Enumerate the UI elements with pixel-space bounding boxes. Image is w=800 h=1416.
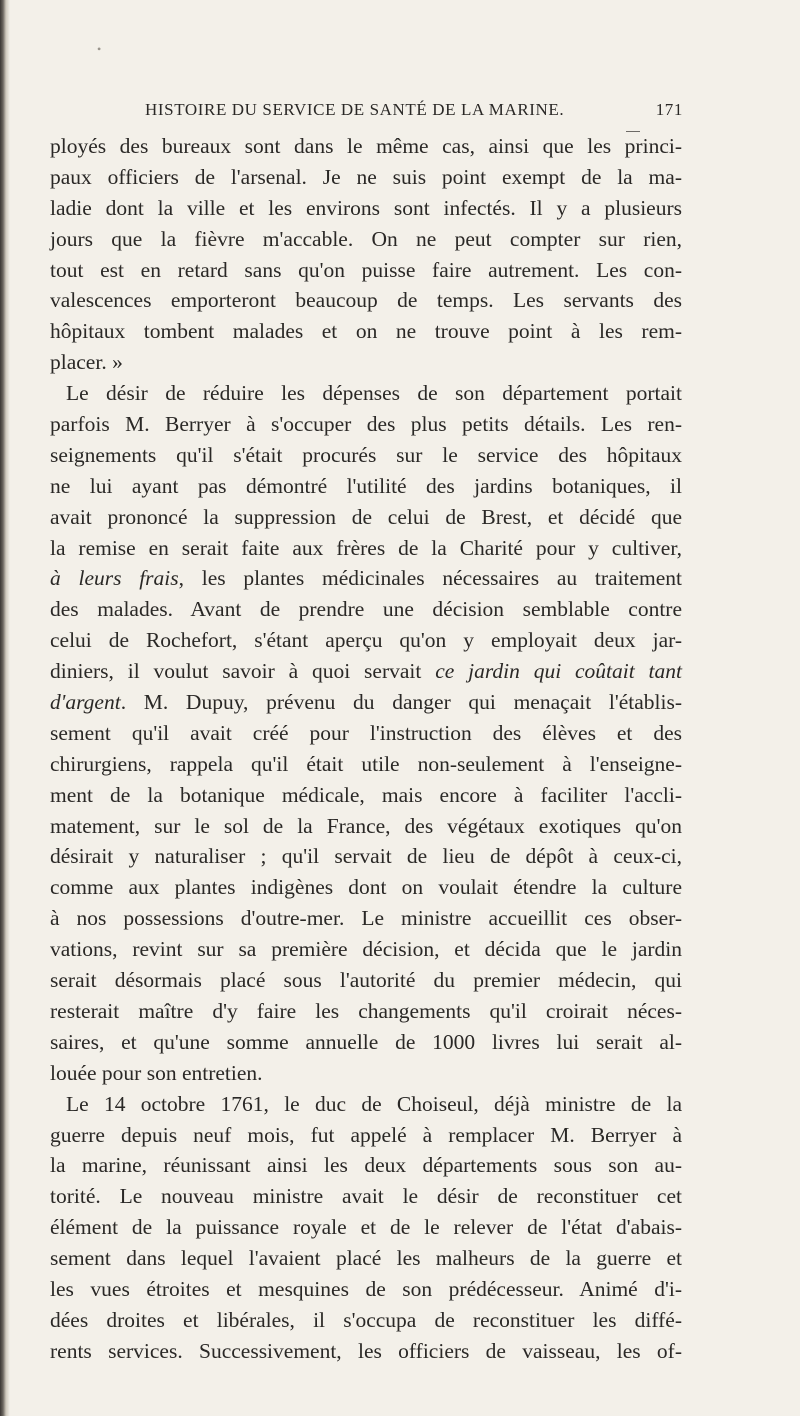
text-line: avait prononcé la suppression de celui de Brest, et décidé que [50,504,682,529]
text-line-with-italic [50,563,682,594]
text-span: , les plantes médicinales nécessaires au traitement [178,566,682,591]
text-line: ladie dont la ville et les environs sont infectés. Il y a plusieurs [50,195,682,220]
paragraph-start-line: Le désir de réduire les dépenses de son département portait [66,381,682,406]
text-line: paux officiers de l'arsenal. Je ne suis point exempt de la ma- [50,164,682,189]
text-line: hôpitaux tombent malades et on ne trouve point à les rem- [50,319,682,344]
text-line: à nos possessions d'outre-mer. Le ministre accueillit ces obser- [50,906,682,931]
text-line: sement qu'il avait créé pour l'instruction des élèves et des [50,720,682,745]
text-span: . M. Dupuy, prévenu du danger qui menaçait l'établis- [120,690,682,715]
text-line: ne lui ayant pas démontré l'utilité des jardins botaniques, il [50,473,682,498]
text-line: rents services. Successivement, les officiers de vaisseau, les of- [50,1338,682,1363]
text-line: louée pour son entretien. [50,1060,263,1085]
text-line: vations, revint sur sa première décision, et décida que le jardin [50,937,682,962]
text-line: seignements qu'il s'était procurés sur le service des hôpitaux [50,442,682,467]
text-line: des malades. Avant de prendre une décision semblable contre [50,597,682,622]
text-line: élément de la puissance royale et de le relever de l'état d'abais- [50,1215,682,1240]
text-line: sement dans lequel l'avaient placé les malheurs de la guerre et [50,1246,682,1271]
text-line: matement, sur le sol de la France, des végétaux exotiques qu'on [50,813,682,838]
text-line: ployés des bureaux sont dans le même cas, ainsi que les princi- [50,134,682,158]
text-line: la marine, réunissant ainsi les deux départements sous son au- [50,1153,682,1178]
body-text [50,131,682,1367]
text-line: celui de Rochefort, s'étant aperçu qu'on y employait deux jar- [50,628,682,653]
running-title: HISTOIRE DU SERVICE DE SANTÉ DE LA MARINE. [145,100,565,119]
text-line: saires, et qu'une somme annuelle de 1000 livres lui serait al- [50,1029,682,1054]
page-binding-edge [0,0,10,1416]
italic-text: d'argent [50,690,121,715]
text-line: guerre depuis neuf mois, fut appelé à remplacer M. Berryer à [50,1122,682,1147]
text-line: serait désormais placé sous l'autorité du premier médecin, qui [50,968,682,993]
text-line: désirait y naturaliser ; qu'il servait de lieu de dépôt à ceux-ci, [50,844,682,869]
text-line: valescences emporteront beaucoup de temps. Les servants des [50,288,682,313]
text-line: ment de la botanique médicale, mais encore à faciliter l'accli- [50,782,682,807]
text-line: resterait maître d'y faire les changements qu'il croirait néces- [50,998,682,1023]
text-line: tout est en retard sans qu'on puisse faire autrement. Les con- [50,257,682,282]
text-line: torité. Le nouveau ministre avait le désir de reconstituer cet [50,1184,682,1209]
text-line: les vues étroites et mesquines de son prédécesseur. Animé d'i- [50,1276,682,1301]
running-header [145,100,683,124]
italic-text: ce jardin qui coûtait tant [435,659,682,684]
text-line: parfois M. Berryer à s'occuper des plus petits détails. Les ren- [50,412,682,437]
text-line-with-italic [50,656,682,687]
text-line: la remise en serait faite aux frères de la Charité pour y cultiver, [50,535,682,560]
stray-ink-mark: • [97,42,102,56]
text-line-with-italic [50,687,682,718]
text-line: dées droites et libérales, il s'occupa de reconstituer les diffé- [50,1307,682,1332]
text-line: jours que la fièvre m'accable. On ne peut compter sur rien, [50,226,682,251]
text-line: chirurgiens, rappela qu'il était utile non-seulement à l'enseigne- [50,751,682,776]
text-span: diniers, il voulut savoir à quoi servait [50,659,436,684]
text-line: placer. » [50,350,123,375]
paragraph-start-line: Le 14 octobre 1761, le duc de Choiseul, déjà ministre de la [66,1091,682,1116]
text-line: comme aux plantes indigènes dont on voulait étendre la culture [50,875,682,900]
italic-text: à leurs frais [50,566,179,591]
page-number: 171 [655,100,683,119]
